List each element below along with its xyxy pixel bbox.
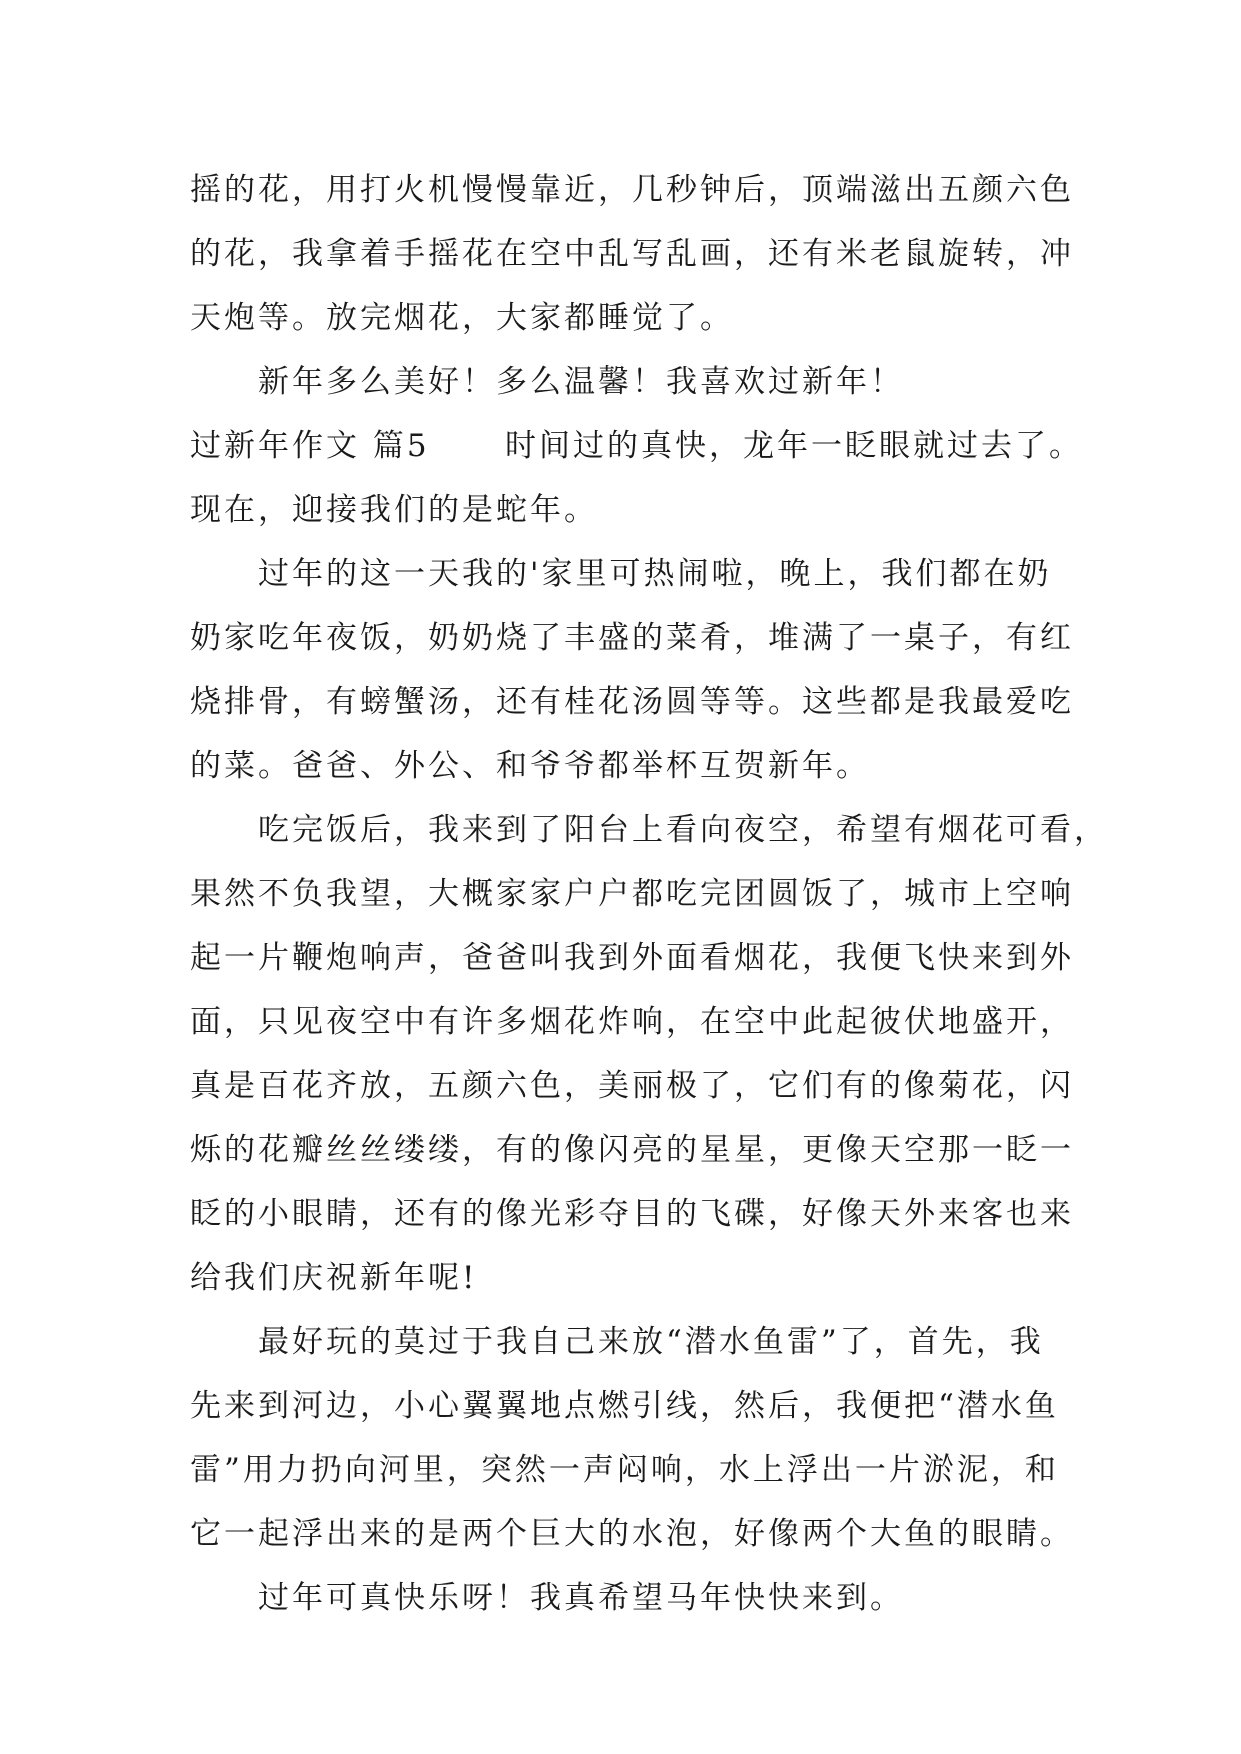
text-line: 过年的这一天我的'家里可热闹啦，晚上，我们都在奶 bbox=[258, 556, 1052, 592]
paragraph-closing bbox=[190, 1566, 1070, 1630]
text-line: 给我们庆祝新年呢! bbox=[190, 1260, 478, 1296]
text-line: 面，只见夜空中有许多烟花炸响，在空中此起彼伏地盛开， bbox=[190, 1004, 1074, 1040]
text-line: 吃完饭后，我来到了阳台上看向夜空，希望有烟花可看， bbox=[258, 812, 1108, 848]
text-line: 果然不负我望，大概家家户户都吃完团圆饭了，城市上空响 bbox=[190, 876, 1074, 912]
section-label: 过新年作文 篇5 bbox=[190, 428, 430, 464]
section-heading-line bbox=[190, 414, 1083, 478]
text-line: 起一片鞭炮响声，爸爸叫我到外面看烟花，我便飞快来到外 bbox=[190, 940, 1074, 976]
paragraph-torpedo-firecracker bbox=[190, 1310, 1074, 1566]
text-line: 烁的花瓣丝丝缕缕，有的像闪亮的星星，更像天空那一眨一 bbox=[190, 1132, 1074, 1168]
text-line: 摇的花，用打火机慢慢靠近，几秒钟后，顶端滋出五颜六色 bbox=[190, 172, 1074, 208]
text-line: 的花，我拿着手摇花在空中乱写乱画，还有米老鼠旋转，冲 bbox=[190, 236, 1074, 272]
text-line: 雷”用力扔向河里，突然一声闷响，水上浮出一片淤泥，和 bbox=[190, 1452, 1059, 1488]
paragraph-fireworks-end bbox=[190, 158, 1074, 350]
text-line: 真是百花齐放，五颜六色，美丽极了，它们有的像菊花，闪 bbox=[190, 1068, 1074, 1104]
section-essay-5 bbox=[190, 414, 1083, 542]
text-line: 天炮等。放完烟花，大家都睡觉了。 bbox=[190, 300, 734, 336]
text-line: 先来到河边，小心翼翼地点燃引线，然后，我便把“潜水鱼 bbox=[190, 1388, 1059, 1424]
text-line: 眨的小眼睛，还有的像光彩夺目的飞碟，好像天外来客也来 bbox=[190, 1196, 1074, 1232]
paragraph-new-year-dinner bbox=[190, 542, 1074, 798]
text-line: 时间过的真快，龙年一眨眼就过去了。 bbox=[505, 428, 1083, 464]
text-line: 的菜。爸爸、外公、和爷爷都举杯互贺新年。 bbox=[190, 748, 870, 784]
text-line: 最好玩的莫过于我自己来放“潜水鱼雷”了，首先，我 bbox=[258, 1324, 1044, 1360]
text-line: 新年多么美好！多么温馨！我喜欢过新年！ bbox=[258, 364, 904, 400]
paragraph-new-year-good bbox=[190, 350, 1070, 414]
text-line: 烧排骨，有螃蟹汤，还有桂花汤圆等等。这些都是我最爱吃 bbox=[190, 684, 1074, 720]
text-line: 过年可真快乐呀！我真希望马年快快来到。 bbox=[258, 1580, 904, 1616]
text-line: 现在，迎接我们的是蛇年。 bbox=[190, 492, 598, 528]
text-line: 它一起浮出来的是两个巨大的水泡，好像两个大鱼的眼睛。 bbox=[190, 1516, 1074, 1552]
essay-body bbox=[190, 158, 1108, 1630]
paragraph-night-fireworks bbox=[190, 798, 1108, 1310]
text-line: 奶家吃年夜饭，奶奶烧了丰盛的菜肴，堆满了一桌子，有红 bbox=[190, 620, 1074, 656]
